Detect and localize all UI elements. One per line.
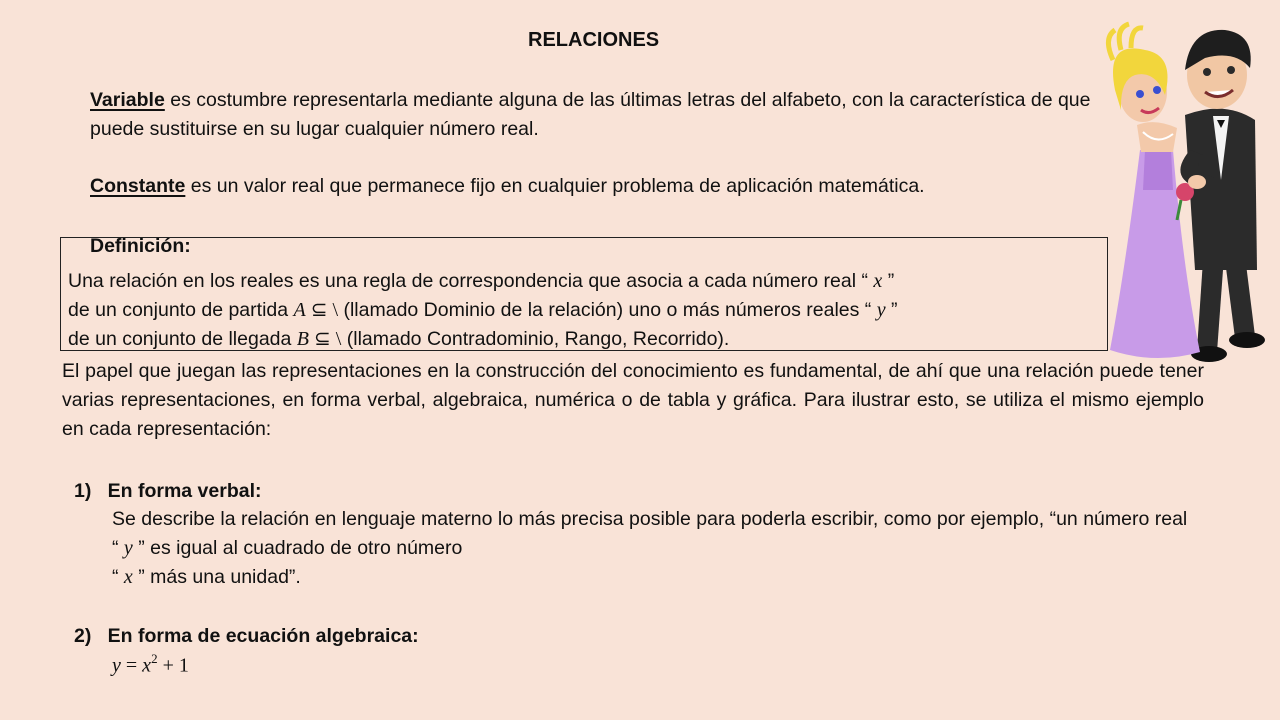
definition-body bbox=[68, 267, 1106, 354]
set-b: B bbox=[296, 328, 309, 350]
definition-text: de un conjunto de partida bbox=[68, 299, 294, 321]
subset-symbol: ⊆ \ bbox=[305, 299, 339, 321]
section-2-heading bbox=[74, 622, 419, 651]
subset-symbol: ⊆ \ bbox=[309, 328, 342, 350]
definition-text: de un conjunto de llegada bbox=[68, 328, 297, 350]
section-text: ” es igual al cuadrado de otro número bbox=[132, 537, 463, 559]
eq-equals: = bbox=[120, 654, 143, 677]
definition-text: ” bbox=[882, 270, 895, 292]
eq-x: x bbox=[142, 654, 152, 677]
definition-line-2 bbox=[68, 296, 1106, 325]
set-a: A bbox=[293, 299, 306, 321]
definition-text: Una relación en los reales es una regla de correspondencia que asocia a cada número real “ bbox=[68, 270, 874, 292]
section-number: 2) bbox=[74, 625, 92, 647]
definition-heading: Definición: bbox=[90, 235, 191, 257]
section-text: ” más una unidad”. bbox=[132, 566, 301, 588]
section-number: 1) bbox=[74, 480, 92, 502]
eq-exponent: 2 bbox=[151, 651, 158, 666]
constante-term: Constante bbox=[90, 175, 186, 197]
constante-paragraph bbox=[90, 172, 990, 201]
section-title: En forma verbal: bbox=[107, 480, 262, 502]
definition-text: ” bbox=[885, 299, 898, 321]
section-text: Se describe la relación en lenguaje materno lo más precisa posible para poderla escribir, como por ejemplo, “un número real “ bbox=[112, 508, 1188, 559]
variable-paragraph bbox=[90, 86, 1095, 144]
section-title: En forma de ecuación algebraica: bbox=[107, 625, 419, 647]
intro-paragraph: El papel que juegan las representaciones en la construcción del conocimiento es fundamental, de ahí que una relación puede tener varias representaciones, en forma verbal, algebraica, numérica o de tabla y gráfica. Para ilustrar esto, se utiliza el mismo ejemplo en cada representación: bbox=[62, 360, 1204, 440]
algebraic-equation bbox=[112, 651, 189, 677]
definition-line-3 bbox=[68, 325, 1106, 354]
variable-term: Variable bbox=[90, 89, 165, 111]
section-1-body bbox=[112, 505, 1192, 592]
section-text: “ bbox=[112, 566, 124, 588]
eq-y: y bbox=[112, 654, 121, 677]
definition-text: (llamado Dominio de la relación) uno o más números reales “ bbox=[338, 299, 877, 321]
variable-x: x bbox=[873, 270, 883, 292]
dancing-couple-illustration bbox=[1085, 20, 1275, 370]
page-title: RELACIONES bbox=[528, 29, 660, 51]
variable-x: x bbox=[123, 566, 133, 588]
definition-line-1 bbox=[68, 267, 1106, 296]
section-1-heading bbox=[74, 477, 262, 506]
constante-definition: es un valor real que permanece fijo en cualquier problema de aplicación matemática. bbox=[185, 175, 925, 197]
eq-rest: + 1 bbox=[157, 654, 189, 677]
variable-definition: es costumbre representarla mediante alguna de las últimas letras del alfabeto, con la característica de que puede sustituirse en su lugar cualquier número real. bbox=[90, 89, 1091, 140]
variable-y: y bbox=[123, 537, 133, 559]
variable-y: y bbox=[876, 299, 886, 321]
definition-text: (llamado Contradominio, Rango, Recorrido). bbox=[341, 328, 730, 350]
